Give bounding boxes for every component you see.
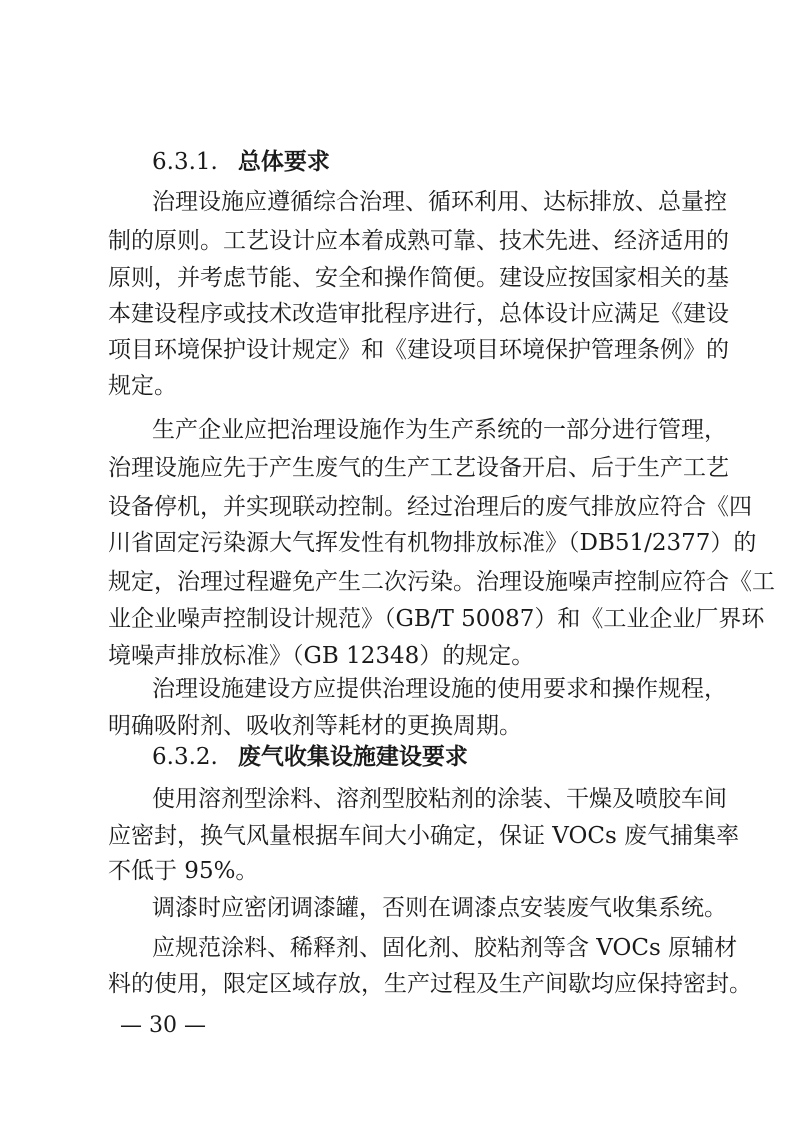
section-title: 废气收集设施建设要求 xyxy=(237,743,468,770)
paragraph-line: 不低于 95%。 xyxy=(108,858,259,884)
paragraph-line: 治理设施建设方应提供治理设施的使用要求和操作规程， xyxy=(152,676,727,702)
paragraph-line: 规定，治理过程避免产生二次污染。治理设施噪声控制应符合《工 xyxy=(108,569,775,595)
paragraph-line: 治理设施应先于产生废气的生产工艺设备开启、后于生产工艺 xyxy=(108,455,729,481)
paragraph-line: 原则，并考虑节能、安全和操作简便。建设应按国家相关的基 xyxy=(108,265,729,291)
section-heading xyxy=(152,741,468,773)
page-number: — 30 — xyxy=(120,1013,206,1038)
paragraph-line: 应密封，换气风量根据车间大小确定，保证 VOCs 废气捕集率 xyxy=(108,823,740,849)
paragraph-line: 本建设程序或技术改造审批程序进行，总体设计应满足《建设 xyxy=(108,301,729,327)
paragraph-line: 设备停机，并实现联动控制。经过治理后的废气排放应符合《四 xyxy=(108,494,752,520)
section-title: 总体要求 xyxy=(237,148,330,175)
paragraph-line: 规定。 xyxy=(108,373,177,399)
paragraph-line: 业企业噪声控制设计规范》（GB/T 50087）和《工业企业厂界环 xyxy=(108,606,765,632)
paragraph-line: 生产企业应把治理设施作为生产系统的一部分进行管理， xyxy=(152,417,727,443)
paragraph-line: 料的使用，限定区域存放，生产过程及生产间歇均应保持密封。 xyxy=(108,971,752,997)
paragraph-line: 调漆时应密闭调漆罐，否则在调漆点安装废气收集系统。 xyxy=(152,895,727,921)
section-number: 6.3.2. xyxy=(152,744,218,770)
paragraph-line: 境噪声排放标准》（GB 12348）的规定。 xyxy=(108,643,535,669)
paragraph-line: 治理设施应遵循综合治理、循环利用、达标排放、总量控 xyxy=(152,189,727,215)
paragraph-line: 制的原则。工艺设计应本着成熟可靠、技术先进、经济适用的 xyxy=(108,228,729,254)
section-number: 6.3.1. xyxy=(152,149,218,175)
paragraph-line: 使用溶剂型涂料、溶剂型胶粘剂的涂装、干燥及喷胶车间 xyxy=(152,786,727,812)
paragraph-line: 明确吸附剂、吸收剂等耗材的更换周期。 xyxy=(108,713,522,739)
paragraph-line: 应规范涂料、稀释剂、固化剂、胶粘剂等含 VOCs 原辅材 xyxy=(152,935,738,961)
paragraph-line: 项目环境保护设计规定》和《建设项目环境保护管理条例》的 xyxy=(108,337,729,363)
paragraph-line: 川省固定污染源大气挥发性有机物排放标准》（DB51/2377）的 xyxy=(108,530,757,556)
section-heading xyxy=(152,146,330,178)
